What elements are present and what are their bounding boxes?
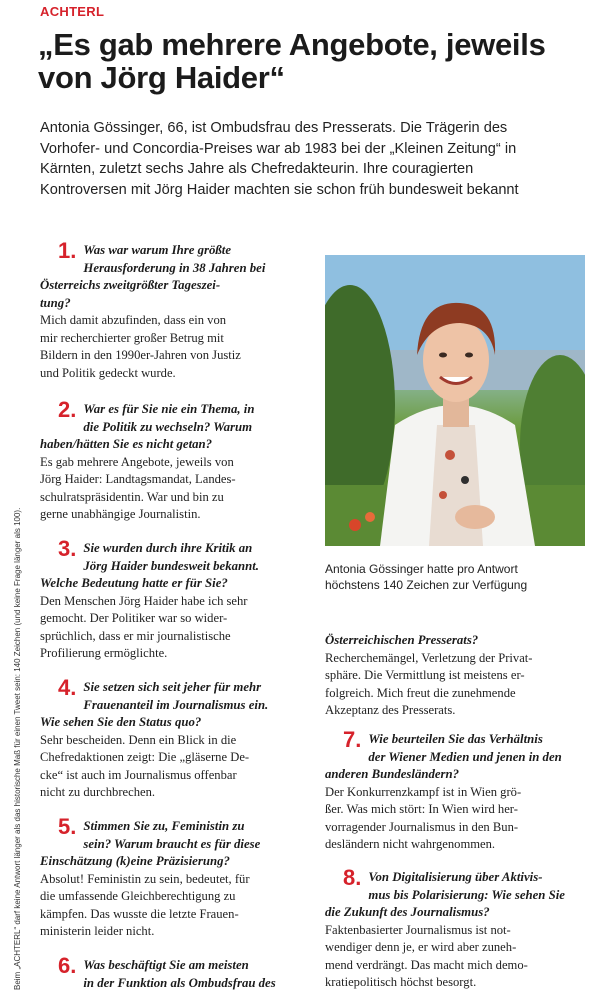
section-kicker: ACHTERL [40, 4, 105, 19]
answer-text: Faktenbasierter Journalismus ist not- wendiger denn je, er wird aber zuneh- mend verdrängt. Das macht mich demo- kratiepolitisch höchst besorgt. [325, 922, 528, 989]
article-headline: „Es gab mehrere Angebote, jeweils von Jörg Haider“ [38, 27, 546, 95]
question-text: Wie beurteilen Sie das Verhältnis der Wiener Medien und jenen in den anderen Bundesländern? [325, 732, 562, 781]
question-number: 3. [58, 536, 77, 561]
question-number: 5. [58, 814, 77, 839]
qa-item-5 [40, 814, 306, 941]
question-text: Stimmen Sie zu, Feministin zu sein? Warum braucht es für diese Einschätzung (k)eine Präzisierung? [40, 819, 261, 868]
qa-item-7 [325, 727, 587, 854]
question-number: 1. [58, 238, 77, 263]
answer-text: Der Konkurrenzkampf ist in Wien grö- ßer. Was mich stört: In Wien wird her- vorragender Journalismus in den Bun- desländern nicht wahrgenommen. [325, 784, 522, 851]
qa-item-1 [40, 238, 306, 382]
article-lead: Antonia Gössinger, 66, ist Ombudsfrau des Presserats. Die Trägerin des Vorhofer- und Concordia-Preises war ab 1983 bei der „Kleinen Zeitung“ in Kärnten, zuletzt sechs Jahre als Chefredakteurin. Ihre couragierten Kontroversen mit Jörg Haider machten sie schon früh bundesweit bekannt [40, 120, 519, 198]
photo-caption: Antonia Gössinger hatte pro Antwort höchstens 140 Zeichen zur Verfügung [325, 562, 528, 592]
question-number: 2. [58, 397, 77, 422]
qa-item-6-continued [325, 632, 587, 720]
answer-text: Recherchemängel, Verletzung der Privat- sphäre. Die Vermittlung ist meistens er- folgreich. Mich freut die zunehmende Akzeptanz des Presserats. [325, 650, 533, 717]
answer-text: Es gab mehrere Angebote, jeweils von Jörg Haider: Landtagsmandat, Landes- schulratspräsidentin. War und bin zu gerne unabhängige Journalistin. [40, 454, 236, 521]
question-text: Österreichischen Presserats? [325, 633, 479, 647]
qa-item-2 [40, 397, 306, 524]
qa-item-3 [40, 536, 306, 663]
qa-item-4 [40, 675, 306, 802]
question-text: War es für Sie nie ein Thema, in die Politik zu wechseln? Warum haben/hätten Sie es nicht getan? [40, 402, 255, 451]
question-text: Von Digitalisierung über Aktivis- mus bis Polarisierung: Wie sehen Sie die Zukunft des Journalismus? [325, 870, 565, 919]
question-number: 6. [58, 953, 77, 978]
question-number: 8. [343, 865, 362, 890]
answer-text: Den Menschen Jörg Haider habe ich sehr gemocht. Der Politiker war so wider- sprüchlich, dass er mir journalistische Profilierung ermöglichte. [40, 593, 248, 660]
question-number: 4. [58, 675, 77, 700]
qa-item-6 [40, 953, 306, 992]
vertical-footnote: Beim „ACHTERL“ darf keine Antwort länger als das historische Maß für einen Tweet sein: 140 Zeichen (und keine Frage länger als 100). [13, 507, 22, 990]
qa-item-8 [325, 865, 587, 992]
portrait-illustration [325, 255, 585, 546]
answer-text: Absolut! Feministin zu sein, bedeutet, für die umfassende Gleichberechtigung zu kämpfen. Das wusste die letzte Frauen- ministerin leider nicht. [40, 871, 250, 938]
portrait-photo [325, 255, 585, 546]
question-text: Was war warum Ihre größte Herausforderung in 38 Jahren bei Österreichs zweitgrößter Tageszei- tung? [40, 243, 266, 310]
question-number: 7. [343, 727, 362, 752]
question-text: Sie wurden durch ihre Kritik an Jörg Haider bundesweit bekannt. Welche Bedeutung hatte er für Sie? [40, 541, 259, 590]
answer-text: Mich damit abzufinden, dass ein von mir recherchierter großer Betrug mit Bildern in den 1990er-Jahren von Justiz und Politik gedeckt wurde. [40, 313, 241, 380]
answer-text: Sehr bescheiden. Denn ein Blick in die Chefredaktionen zeigt: Die „gläserne De- cke“ ist auch im Journalismus offenbar nicht zu durchbrechen. [40, 732, 250, 799]
question-text: Sie setzen sich seit jeher für mehr Frauenanteil im Journalismus ein. Wie sehen Sie den Status quo? [40, 680, 269, 729]
question-text: Was beschäftigt Sie am meisten in der Funktion als Ombudsfrau des [83, 958, 276, 990]
